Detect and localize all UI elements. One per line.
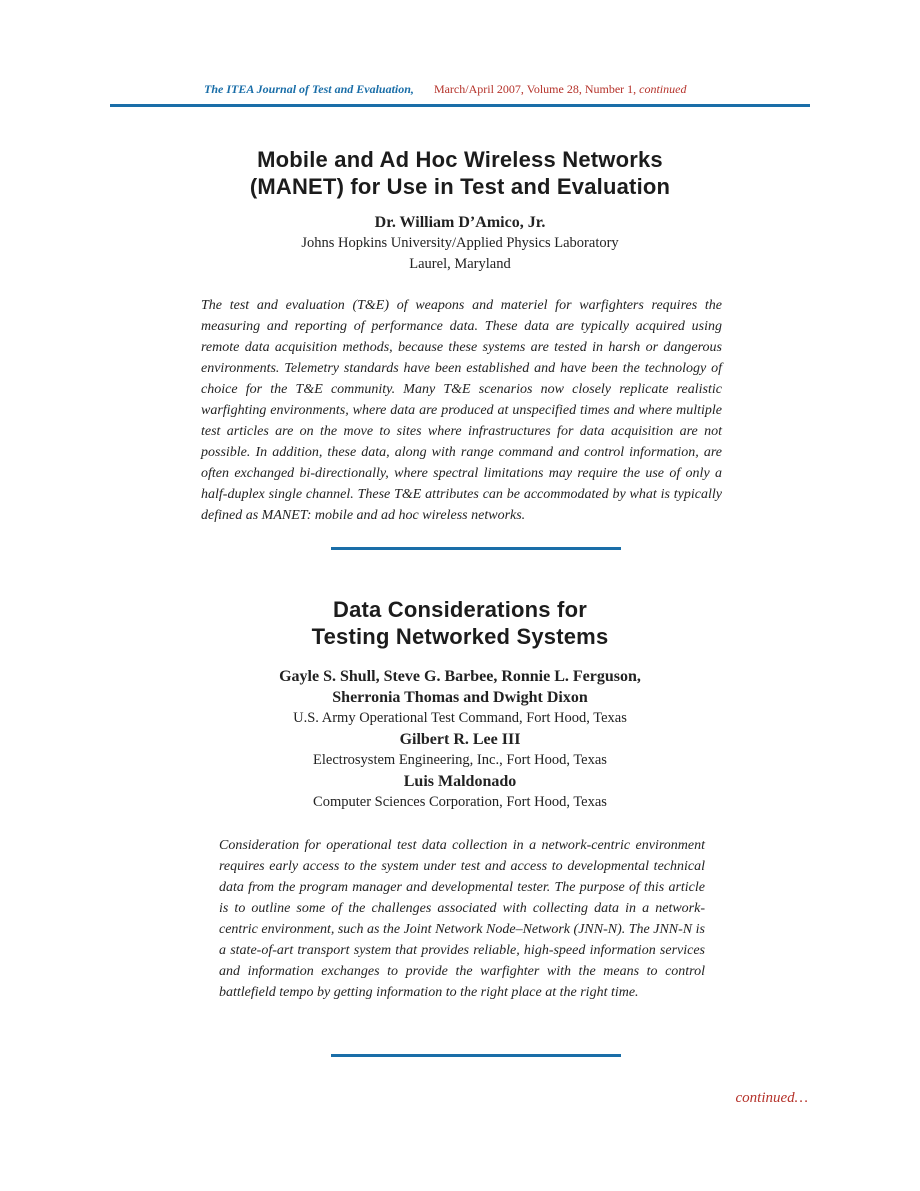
article-2-authors-line-1: Gayle S. Shull, Steve G. Barbee, Ronnie L. Ferguson, <box>279 668 641 685</box>
article-1-author: Dr. William D’Amico, Jr. <box>374 214 546 231</box>
article-2-abstract: Consideration for operational test data collection in a network-centric environment requires early access to the system under test and access to developmental technical data from the program manager and developmental tester. The purpose of this article is to outline some of the challenges associated with collecting data in a network-centric environment, such as the Joint Network Node–Network (JNN-N). The JNN-N is a state-of-art transport system that provides reliable, high-speed information services and information exchanges to provide the warfighter with the means to control battlefield tempo by getting information to the right place at the right time. <box>219 838 705 1000</box>
issue-text: March/April 2007, Volume 28, Number 1, <box>433 82 637 96</box>
issue-info <box>434 82 687 96</box>
article-2-divider <box>331 1054 621 1057</box>
article-1-heading <box>0 146 920 200</box>
article-1-affiliation-1: Johns Hopkins University/Applied Physics Laboratory <box>301 235 619 251</box>
article-2-title-line-1: Data Considerations for <box>333 597 587 622</box>
continued-tag: continued <box>639 82 687 96</box>
article-1-title-line-1: Mobile and Ad Hoc Wireless Networks <box>257 147 663 172</box>
article-2-affiliation-2: Electrosystem Engineering, Inc., Fort Hood, Texas <box>313 752 607 768</box>
article-1-abstract: The test and evaluation (T&E) of weapons and materiel for warfighters requires the measuring and reporting of performance data. These data are typically acquired using remote data acquisition methods, because these systems are tested in harsh or dangerous environments. Telemetry standards have been established and have been the technology of choice for the T&E community. Many T&E scenarios now closely replicate realistic warfighting environments, where data are produced at unspecified times and where multiple test articles are on the move to sites where infrastructures for data acquisition are not possible. In addition, these data, along with range command and control information, are often exchanged bi-directionally, where spectral limitations may require the use of only a half-duplex single channel. These T&E attributes can be accommodated by what is typically defined as MANET: mobile and ad hoc wireless networks. <box>201 298 722 523</box>
article-2-heading <box>0 596 920 650</box>
article-1-divider <box>331 547 621 550</box>
article-2-title-line-2: Testing Networked Systems <box>311 624 609 649</box>
article-2-author-3: Luis Maldonado <box>403 773 517 790</box>
article-1-byline <box>0 212 920 275</box>
article-2-affiliation-1: U.S. Army Operational Test Command, Fort Hood, Texas <box>293 710 627 726</box>
continued-footer: continued… <box>735 1090 808 1106</box>
article-2-byline <box>0 666 920 813</box>
article-2-author-2: Gilbert R. Lee III <box>399 731 521 748</box>
article-2-authors-line-2: Sherronia Thomas and Dwight Dixon <box>332 689 588 706</box>
article-1-affiliation-2: Laurel, Maryland <box>409 256 511 272</box>
article-2-affiliation-3: Computer Sciences Corporation, Fort Hood, Texas <box>313 794 607 810</box>
article-1-title-line-2: (MANET) for Use in Test and Evaluation <box>249 174 671 199</box>
running-header <box>204 82 810 97</box>
journal-name: The ITEA Journal of Test and Evaluation, <box>204 82 414 96</box>
header-rule <box>110 104 810 107</box>
